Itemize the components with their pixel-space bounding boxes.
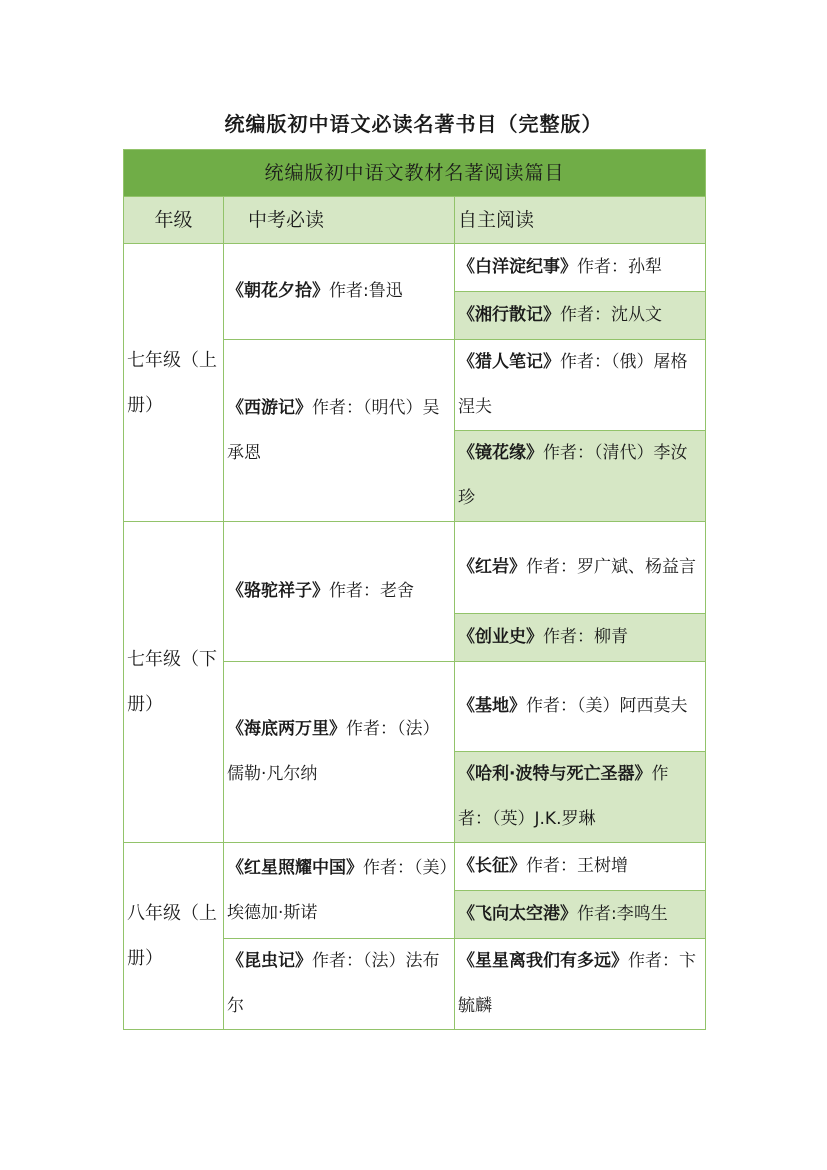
required-book-cell xyxy=(224,340,455,522)
book-title: 《星星离我们有多远》 xyxy=(458,951,628,971)
book-title: 《昆虫记》 xyxy=(227,951,312,971)
self-book-cell xyxy=(455,752,706,843)
book-title: 《红岩》 xyxy=(458,557,526,577)
table-row xyxy=(124,244,706,292)
required-book-cell xyxy=(224,939,455,1030)
reading-list-table xyxy=(123,149,706,1030)
table-header-row xyxy=(124,197,706,244)
table-row xyxy=(124,843,706,891)
self-book-cell xyxy=(455,431,706,522)
book-author: 作者：（法）儒勒·凡尔纳 xyxy=(227,719,440,784)
book-author: 作者:鲁迅 xyxy=(329,281,403,301)
book-author: 作者：老舍 xyxy=(329,581,414,601)
book-author: 作者：（俄）屠格涅夫 xyxy=(458,352,688,417)
self-book-cell xyxy=(455,843,706,891)
book-author: 作者：（法）法布尔 xyxy=(227,951,440,1016)
self-book-cell xyxy=(455,891,706,939)
book-title: 《创业史》 xyxy=(458,627,543,647)
book-author: 作者：（英）J.K.罗琳 xyxy=(458,764,669,829)
book-title: 《湘行散记》 xyxy=(458,305,560,325)
header-grade: 年级 xyxy=(124,197,224,244)
book-title: 《西游记》 xyxy=(227,397,312,418)
self-book-cell xyxy=(455,614,706,662)
required-book-cell xyxy=(224,244,455,340)
required-book-cell xyxy=(224,522,455,662)
book-title: 《飞向太空港》 xyxy=(458,904,577,924)
table-caption: 统编版初中语文教材名著阅读篇目 xyxy=(124,150,706,197)
book-author: 作者：王树增 xyxy=(526,856,628,876)
required-book-cell xyxy=(224,843,455,939)
book-title: 《骆驼祥子》 xyxy=(227,581,329,601)
book-title: 《白洋淀纪事》 xyxy=(458,257,577,277)
book-title: 《海底两万里》 xyxy=(227,719,346,739)
book-author: 作者：卞毓麟 xyxy=(458,951,696,1016)
grade-cell: 七年级（下册） xyxy=(124,522,224,843)
book-title: 《镜花缘》 xyxy=(458,443,543,463)
book-title: 《哈利·波特与死亡圣器》 xyxy=(458,764,652,784)
book-author: 作者：沈从文 xyxy=(560,305,662,325)
book-author: 作者：（美）埃德加·斯诺 xyxy=(227,857,448,923)
book-title: 《基地》 xyxy=(458,696,526,716)
book-title: 《朝花夕拾》 xyxy=(227,281,329,301)
book-author: 作者:李鸣生 xyxy=(577,904,668,924)
book-author: 作者：柳青 xyxy=(543,627,628,647)
table-row xyxy=(124,522,706,614)
self-book-cell xyxy=(455,244,706,292)
self-book-cell xyxy=(455,662,706,752)
book-author: 作者：罗广斌、杨益言 xyxy=(526,557,696,577)
grade-cell: 八年级（上册） xyxy=(124,843,224,1030)
header-required: 中考必读 xyxy=(224,197,455,244)
book-title: 《猎人笔记》 xyxy=(458,352,560,372)
required-book-cell xyxy=(224,662,455,843)
self-book-cell xyxy=(455,939,706,1030)
book-title: 《长征》 xyxy=(458,856,526,876)
document-title: 统编版初中语文必读名著书目（完整版） xyxy=(224,112,603,136)
book-author: 作者：（美）阿西莫夫 xyxy=(526,696,688,716)
book-author: 作者：孙犁 xyxy=(577,257,662,277)
table-caption-row xyxy=(124,150,706,197)
book-title: 《红星照耀中国》 xyxy=(227,857,363,878)
book-author: 作者：（明代）吴承恩 xyxy=(227,397,440,463)
self-book-cell xyxy=(455,292,706,340)
grade-cell: 七年级（上册） xyxy=(124,244,224,522)
self-book-cell xyxy=(455,522,706,614)
book-author: 作者：（清代）李汝珍 xyxy=(458,443,688,508)
self-book-cell xyxy=(455,340,706,431)
header-self-reading: 自主阅读 xyxy=(455,197,706,244)
